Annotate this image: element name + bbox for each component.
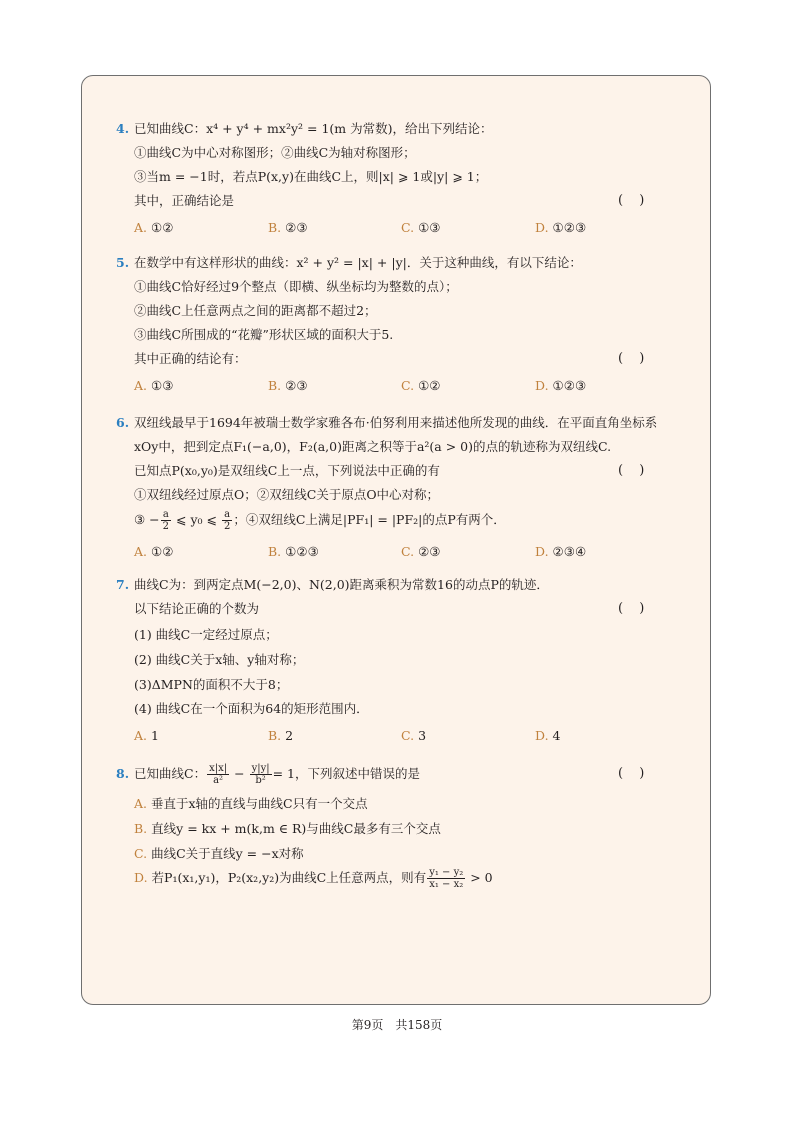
option-b[interactable] <box>134 820 441 838</box>
option-d[interactable] <box>535 219 586 237</box>
question-stem: 已知点P(x₀,y₀)是双纽线C上一点，下列说法中正确的有 <box>134 463 440 478</box>
option-label: A. <box>134 728 148 743</box>
fraction-numerator: a <box>222 509 232 521</box>
option-label: B. <box>268 544 282 559</box>
option-b[interactable] <box>268 543 319 561</box>
statement-line: ①曲线C为中心对称图形；②曲线C为轴对称图形； <box>134 145 416 160</box>
option-text: ①② <box>151 220 174 235</box>
option-label: A. <box>134 378 148 393</box>
option-b[interactable] <box>268 727 293 745</box>
fraction <box>250 763 272 786</box>
option-label: D. <box>535 220 549 235</box>
option-label: D. <box>535 728 549 743</box>
option-label: B. <box>268 378 282 393</box>
option-c[interactable] <box>401 727 426 745</box>
option-text: ②③ <box>285 220 308 235</box>
option-text: 若P₁(x₁,y₁)，P₂(x₂,y₂)为曲线C上任意两点，则有 <box>151 870 427 885</box>
answer-blank: ( ) <box>618 463 651 478</box>
question-stem: 在数学中有这样形状的曲线：x² + y² = |x| + |y|．关于这种曲线，有以下结论： <box>134 255 582 270</box>
option-c[interactable] <box>401 543 441 561</box>
option-text: ①② <box>418 378 441 393</box>
option-a[interactable] <box>134 543 173 561</box>
option-text: ②③ <box>418 544 441 559</box>
question-number: 4. <box>116 121 130 136</box>
statement-line <box>134 508 506 532</box>
fraction-numerator: a <box>161 509 171 521</box>
option-label: C. <box>401 220 415 235</box>
fraction-denominator: 2 <box>223 521 231 532</box>
option-label: B. <box>268 220 282 235</box>
statement-text: ⩽ y₀ ⩽ <box>176 512 217 527</box>
option-c[interactable] <box>401 219 441 237</box>
option-c[interactable] <box>134 845 304 863</box>
option-text: ①② <box>151 544 174 559</box>
option-b[interactable] <box>268 377 308 395</box>
fraction-numerator: x|x| <box>209 763 228 774</box>
option-text: ①②③ <box>552 220 587 235</box>
statement-line: ②曲线C上任意两点之间的距离都不超过2； <box>134 303 377 318</box>
option-b[interactable] <box>268 219 308 237</box>
answer-blank: ( ) <box>618 601 651 616</box>
option-label: B. <box>134 821 148 836</box>
option-label: B. <box>268 728 282 743</box>
option-text: 3 <box>418 728 427 743</box>
option-label: D. <box>535 378 549 393</box>
option-label: D. <box>134 870 148 885</box>
answer-blank: ( ) <box>618 766 651 781</box>
option-label: A. <box>134 796 148 811</box>
option-label: C. <box>401 544 415 559</box>
statement-text: ③ − <box>134 512 160 527</box>
option-a[interactable] <box>134 795 368 813</box>
option-label: C. <box>134 846 148 861</box>
stem-text: 已知曲线C： <box>134 766 207 781</box>
statement-line: ①曲线C恰好经过9个整点（即横、纵坐标均为整数的点）； <box>134 279 458 294</box>
fraction-denominator: a² <box>213 775 224 786</box>
question-card <box>81 75 711 1005</box>
question-number: 5. <box>116 255 130 270</box>
fraction-denominator: b² <box>255 775 266 786</box>
option-d[interactable] <box>535 727 561 745</box>
option-text: ①②③ <box>285 544 319 559</box>
option-label: A. <box>134 544 148 559</box>
question-number: 7. <box>116 577 130 592</box>
fraction-numerator: y₁ − y₂ <box>429 867 464 878</box>
option-text: 1 <box>151 728 159 743</box>
question-stem: 双纽线最早于1694年被瑞士数学家雅各布·伯努利用来描述他所发现的曲线．在平面直角坐标系 <box>134 415 658 430</box>
fraction-denominator: 2 <box>162 521 170 532</box>
option-d[interactable] <box>535 543 586 561</box>
option-d[interactable] <box>535 377 586 395</box>
option-text: 垂直于x轴的直线与曲线C只有一个交点 <box>151 796 368 811</box>
option-text: ①③ <box>151 378 174 393</box>
option-text: > 0 <box>470 870 493 885</box>
question-number: 8. <box>116 766 130 781</box>
statement-line: (3)ΔMPN的面积不大于8； <box>134 677 289 692</box>
option-text: ①②③ <box>552 378 587 393</box>
statement-text: ；④双纽线C上满足|PF₁| = |PF₂|的点P有两个． <box>233 512 506 527</box>
statement-line: 其中正确的结论有： <box>134 351 247 366</box>
option-a[interactable] <box>134 727 159 745</box>
option-text: 4 <box>552 728 561 743</box>
option-label: D. <box>535 544 549 559</box>
question-stem: 曲线C为：到两定点M(−2,0)、N(2,0)距离乘积为常数16的动点P的轨迹． <box>134 577 549 592</box>
fraction-numerator: y|y| <box>251 763 270 774</box>
statement-line: 其中，正确结论是 <box>134 193 235 208</box>
statement-line: (1) 曲线C一定经过原点； <box>134 627 278 642</box>
option-label: C. <box>401 378 415 393</box>
option-text: ①③ <box>418 220 441 235</box>
option-text: 直线y = kx + m(k,m ∈ R)与曲线C最多有三个交点 <box>151 821 441 836</box>
option-text: 2 <box>285 728 294 743</box>
question-stem: 已知曲线C：x⁴ + y⁴ + mx²y² = 1(m 为常数)，给出下列结论： <box>134 121 493 136</box>
page-footer: 第9页 共158页 <box>351 1018 443 1032</box>
stem-text: − <box>234 766 245 781</box>
statement-line: (4) 曲线C在一个面积为64的矩形范围内． <box>134 701 369 716</box>
question-stem: 以下结论正确的个数为 <box>134 601 260 616</box>
answer-blank: ( ) <box>618 351 651 366</box>
option-a[interactable] <box>134 377 173 395</box>
fraction <box>161 509 171 532</box>
fraction <box>222 509 232 532</box>
option-text: 曲线C关于直线y = −x对称 <box>151 846 304 861</box>
statement-line: ③曲线C所围成的“花瓣”形状区域的面积大于5. <box>134 327 394 342</box>
question-number: 6. <box>116 415 130 430</box>
question-stem <box>134 762 420 786</box>
option-d[interactable] <box>134 866 493 890</box>
statement-line: (2) 曲线C关于x轴、y轴对称； <box>134 652 305 667</box>
option-text: ②③④ <box>552 544 587 559</box>
fraction-denominator: x₁ − x₂ <box>429 879 464 890</box>
option-label: A. <box>134 220 148 235</box>
answer-blank: ( ) <box>618 193 651 208</box>
statement-line: ①双纽线经过原点O；②双纽线C关于原点O中心对称； <box>134 487 440 502</box>
stem-text: = 1，下列叙述中错误的是 <box>272 766 421 781</box>
statement-line: ③当m = −1时，若点P(x,y)在曲线C上，则|x| ⩾ 1或|y| ⩾ 1； <box>134 169 488 184</box>
option-text: ②③ <box>285 378 308 393</box>
option-label: C. <box>401 728 415 743</box>
fraction <box>427 867 465 890</box>
question-stem: xOy中，把到定点F₁(−a,0)，F₂(a,0)距离之积等于a²(a > 0)的点的轨迹称为双纽线C. <box>134 439 612 454</box>
option-c[interactable] <box>401 377 441 395</box>
fraction <box>207 763 229 786</box>
option-a[interactable] <box>134 219 173 237</box>
